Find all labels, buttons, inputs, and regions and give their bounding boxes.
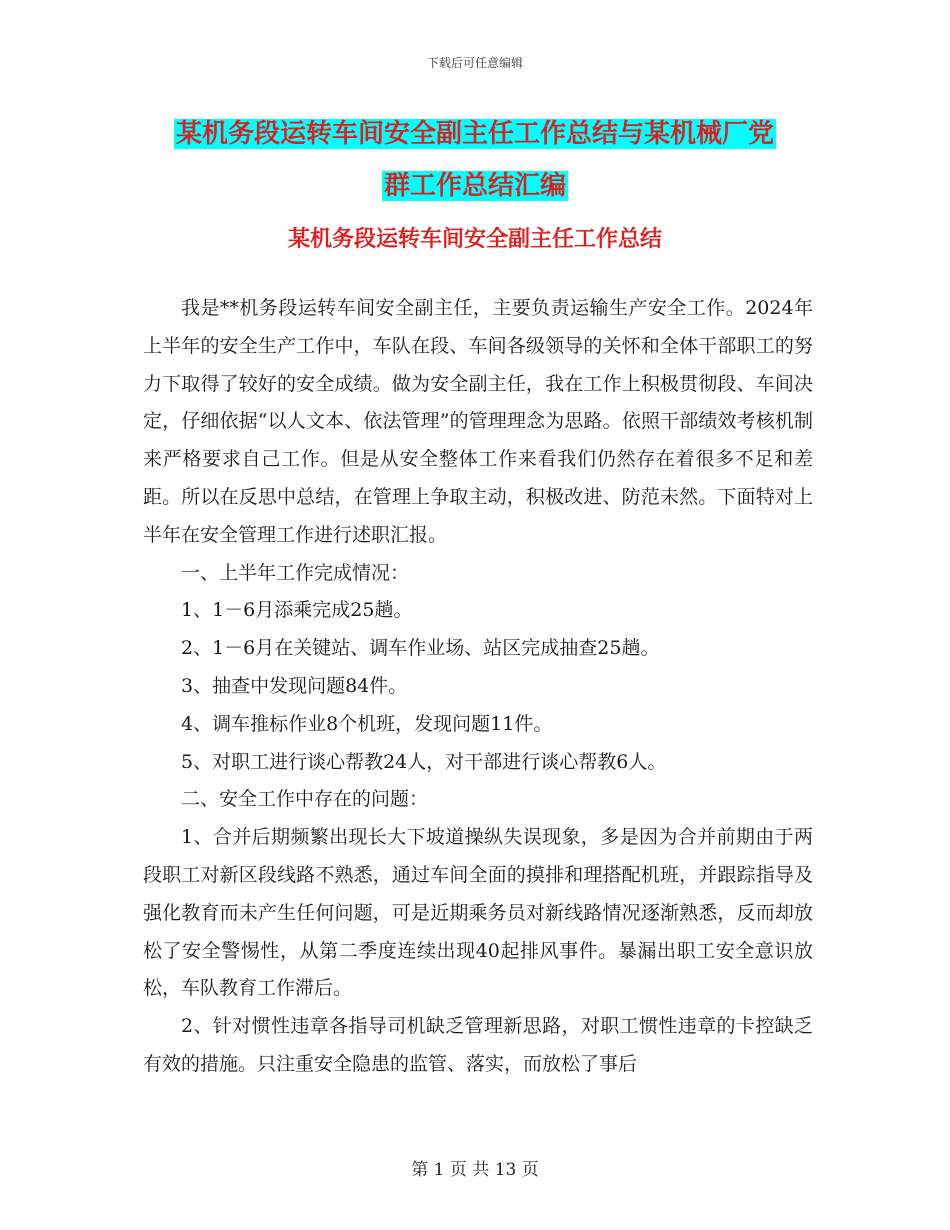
paragraph: 我是**机务段运转车间安全副主任，主要负责运输生产安全工作。2024年上半年的安全生产工作中，车队在段、车间各级领导的关怀和全体干部职工的努力下取得了较好的安全成绩。做为安全副主任，我在工作上积极贯彻段、车间决定，仔细依据“以人文本、依法管理”的管理理念为思路。依照干部绩效考核机制来严格要求自己工作。但是从安全整体工作来看我们仍然存在着很多不足和差距。所以在反思中总结，在管理上争取主动，积极改进、防范未然。下面特对上半年在安全管理工作进行述职汇报。 (143, 297, 813, 546)
document-body (143, 290, 813, 1084)
paragraph: 5、对职工进行谈心帮教24人，对干部进行谈心帮教6人。 (181, 750, 667, 773)
page-number-footer: 第 1 页 共 13 页 (411, 1160, 539, 1180)
paragraph: 3、抽查中发现问题84件。 (181, 674, 408, 697)
document-title (0, 108, 950, 212)
document-title-line-1: 某机务段运转车间安全副主任工作总结与某机械厂党 (175, 119, 774, 149)
paragraph: 一、上半年工作完成情况： (181, 561, 410, 584)
paragraph: 二、安全工作中存在的问题： (181, 788, 429, 811)
document-title-line-2: 群工作总结汇编 (383, 171, 566, 201)
paragraph: 1、1－6月添乘完成25趟。 (181, 599, 413, 622)
paragraph: 2、针对惯性违章各指导司机缺乏管理新思路，对职工惯性违章的卡控缺乏有效的措施。只注重安全隐患的监管、落实，而放松了事后 (143, 1015, 813, 1075)
paragraph: 1、合并后期频繁出现长大下坡道操纵失误现象，多是因为合并前期由于两段职工对新区段线路不熟悉，通过车间全面的摸排和理搭配机班，并跟踪指导及强化教育而未产生任何问题，可是近期乘务员对新线路情况逐渐熟悉，反而却放松了安全警惕性，从第二季度连续出现40起排风事件。暴漏出职工安全意识放松，车队教育工作滞后。 (143, 826, 813, 1000)
page-header-note: 下载后可任意编辑 (426, 56, 523, 70)
section-title: 某机务段运转车间安全副主任工作总结 (287, 226, 662, 252)
paragraph: 4、调车推标作业8个机班，发现问题11件。 (181, 712, 553, 735)
paragraph: 2、1－6月在关键站、调车作业场、站区完成抽查25趟。 (181, 637, 660, 660)
